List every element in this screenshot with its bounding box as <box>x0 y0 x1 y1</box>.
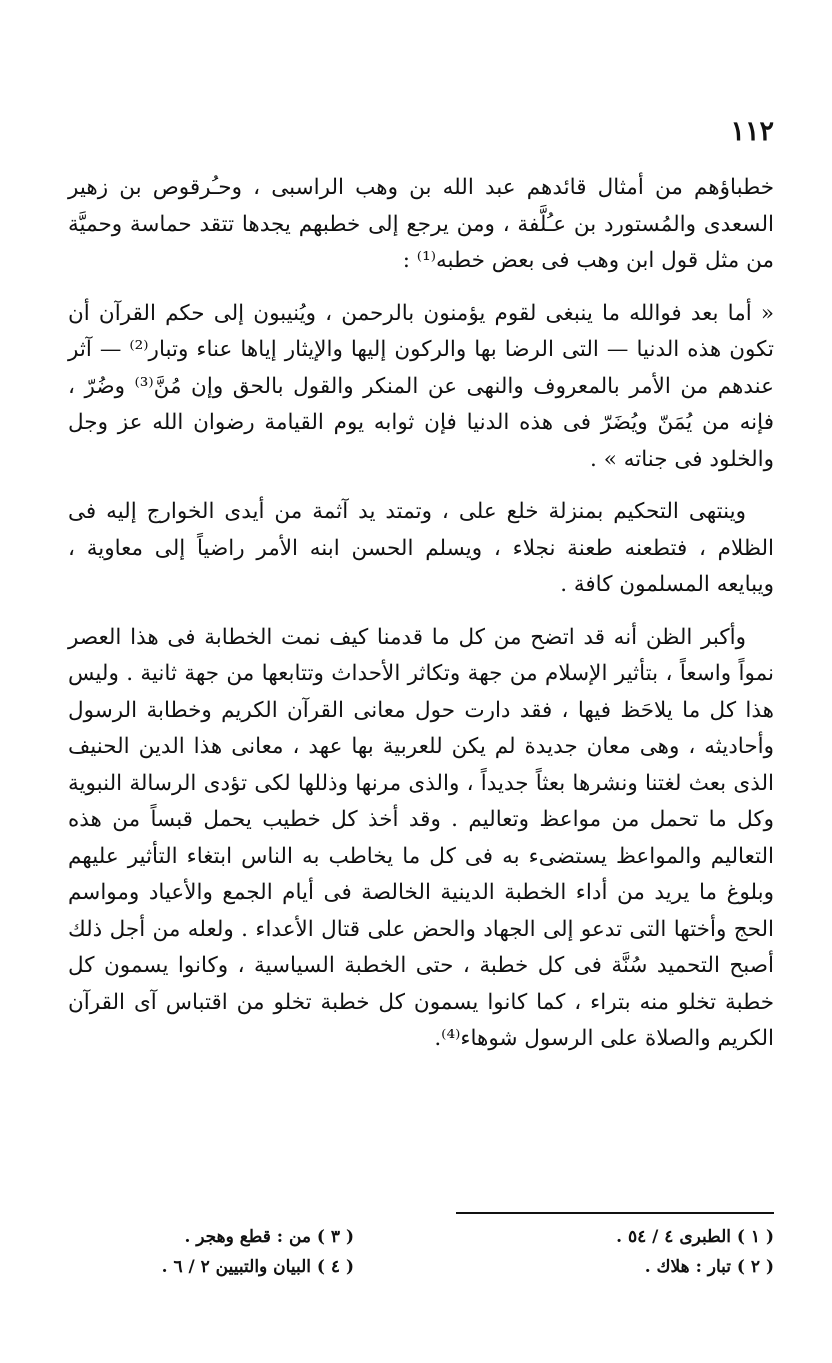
paragraph-arbitration: وينتهى التحكيم بمنزلة خلع على ، وتمتد يد آثمة من أيدى الخوارج إليه فى الظلام ، فتطعنه طعنة نجلاء ، ويسلم الحسن ابنه الأمر راضياً إلى معاوية ، ويبايعه المسلمون كافة . <box>68 499 774 597</box>
footnote-3: ( ٣ ) من : قطع وهجر . <box>184 1227 354 1247</box>
footnote-4: ( ٤ ) البيان والتبيين ٢ / ٦ . <box>161 1257 354 1277</box>
footnote-divider <box>456 1212 774 1214</box>
footnotes-left-column <box>14 1222 354 1282</box>
paragraph-kharijite-orators: خطباؤهم من أمثال قائدهم عبد الله بن وهب الراسبى ، وحـُرقوص بن زهير السعدى والمُستورد بن عـُلَّفة ، ومن يرجع إلى خطبهم يجدها تتقد حماسة وحميَّة من مثل قول ابن وهب فى بعض خطبه⁽¹⁾ : <box>68 175 774 273</box>
paragraph-ibn-wahb-quote: « أما بعد فوالله ما ينبغى لقوم يؤمنون بالرحمن ، ويُنيبون إلى حكم القرآن أن تكون هذه الدنيا — التى الرضا بها والركون إليها والإيثار إياها عناء وتبار⁽²⁾ — آثر عندهم من الأمر بالمعروف والنهى عن المنكر والقول بالحق وإن مُنَّ⁽³⁾ وضُرّ ، فإنه من يُمَنّ ويُضَرّ فى هذه الدنيا فإن ثوابه يوم القيامة رضوان الله عز وجل والخلود فى جناته » . <box>68 300 774 472</box>
body-text <box>68 170 774 1074</box>
paragraph-oratory-growth: وأكبر الظن أنه قد اتضح من كل ما قدمنا كيف نمت الخطابة فى هذا العصر نمواً واسعاً ، بتأثير الإسلام من جهة وتكاثر الأحداث وتتابعها من جهة ثانية . وليس هذا كل ما يلاحَظ فيها ، فقد دارت حول معانى القرآن الكريم وخطابة الرسول وأحاديثه ، وهى معان جديدة لم يكن للعربية بها عهد ، معانى هذا الدين الحنيف الذى بعث لغتنا ونشرها بعثاً جديداً ، والذى مرنها وذللها لكى تؤدى الرسالة النبوية وكل ما تحمل من مواعظ وتعاليم . وقد أخذ كل خطيب يحمل قبساً من هذه التعاليم والمواعظ يستضىء به فى كل ما يخاطب به الناس ابتغاء التأثير عليهم وبلوغ ما يريد من أداء الخطبة الدينية الخالصة فى أيام الجمع والأعياد ومواسم الحج وأختها التى تدعو إلى الجهاد والحض على قتال الأعداء . ولعله من أجل ذلك أصبح التحميد سُنَّة فى كل خطبة ، حتى الخطبة السياسية ، وكانوا يسمون كل خطبة تخلو منه بتراء ، كما كانوا يسمون كل خطبة تخلو من اقتباس آى القرآن الكريم والصلاة على الرسول شوهاء⁽⁴⁾. <box>68 624 775 1051</box>
page-number: ١١٢ <box>730 116 774 147</box>
footnotes-right-column <box>434 1222 774 1282</box>
footnote-2: ( ٢ ) تبار : هلاك . <box>644 1257 774 1277</box>
footnote-1: ( ١ ) الطبرى ٤ / ٥٤ . <box>616 1227 774 1247</box>
